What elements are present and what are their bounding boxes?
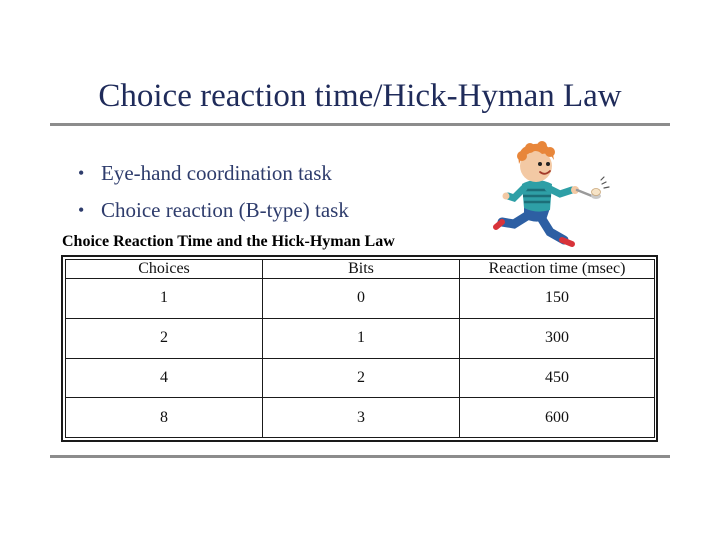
- bullet-text: Eye-hand coordination task: [101, 161, 332, 185]
- table-cell: 300: [460, 318, 655, 358]
- bullet-item: [76, 192, 349, 229]
- slide-title: Choice reaction time/Hick-Hyman Law: [98, 78, 622, 114]
- table-row: [66, 398, 655, 438]
- table-cell: 150: [460, 279, 655, 319]
- column-header: Bits: [263, 260, 460, 279]
- table-cell: 2: [263, 358, 460, 398]
- table-cell: 450: [460, 358, 655, 398]
- table-cell: 600: [460, 398, 655, 438]
- bullet-dot-icon: •: [78, 200, 85, 220]
- bullet-dot-icon: •: [78, 163, 85, 183]
- bullet-list: [76, 155, 349, 229]
- table-caption: Choice Reaction Time and the Hick-Hyman Law: [62, 233, 395, 250]
- footer-divider: [50, 455, 670, 458]
- column-header: Reaction time (msec): [460, 260, 655, 279]
- table-cell: 0: [263, 279, 460, 319]
- table-row: [66, 279, 655, 319]
- column-header: Choices: [66, 260, 263, 279]
- table-cell: 8: [66, 398, 263, 438]
- data-table-frame: [61, 255, 658, 442]
- table-cell: 4: [66, 358, 263, 398]
- table-cell: 3: [263, 398, 460, 438]
- table-cell: 1: [263, 318, 460, 358]
- title-divider: [50, 123, 670, 126]
- bullet-text: Choice reaction (B-type) task: [101, 198, 349, 222]
- table-row: [66, 318, 655, 358]
- table-cell: 2: [66, 318, 263, 358]
- bullet-item: [76, 155, 349, 192]
- table-cell: 1: [66, 279, 263, 319]
- running-boy-illustration: [492, 140, 622, 252]
- table-row: [66, 358, 655, 398]
- table-header-row: [66, 260, 655, 279]
- reaction-time-table: [65, 259, 655, 438]
